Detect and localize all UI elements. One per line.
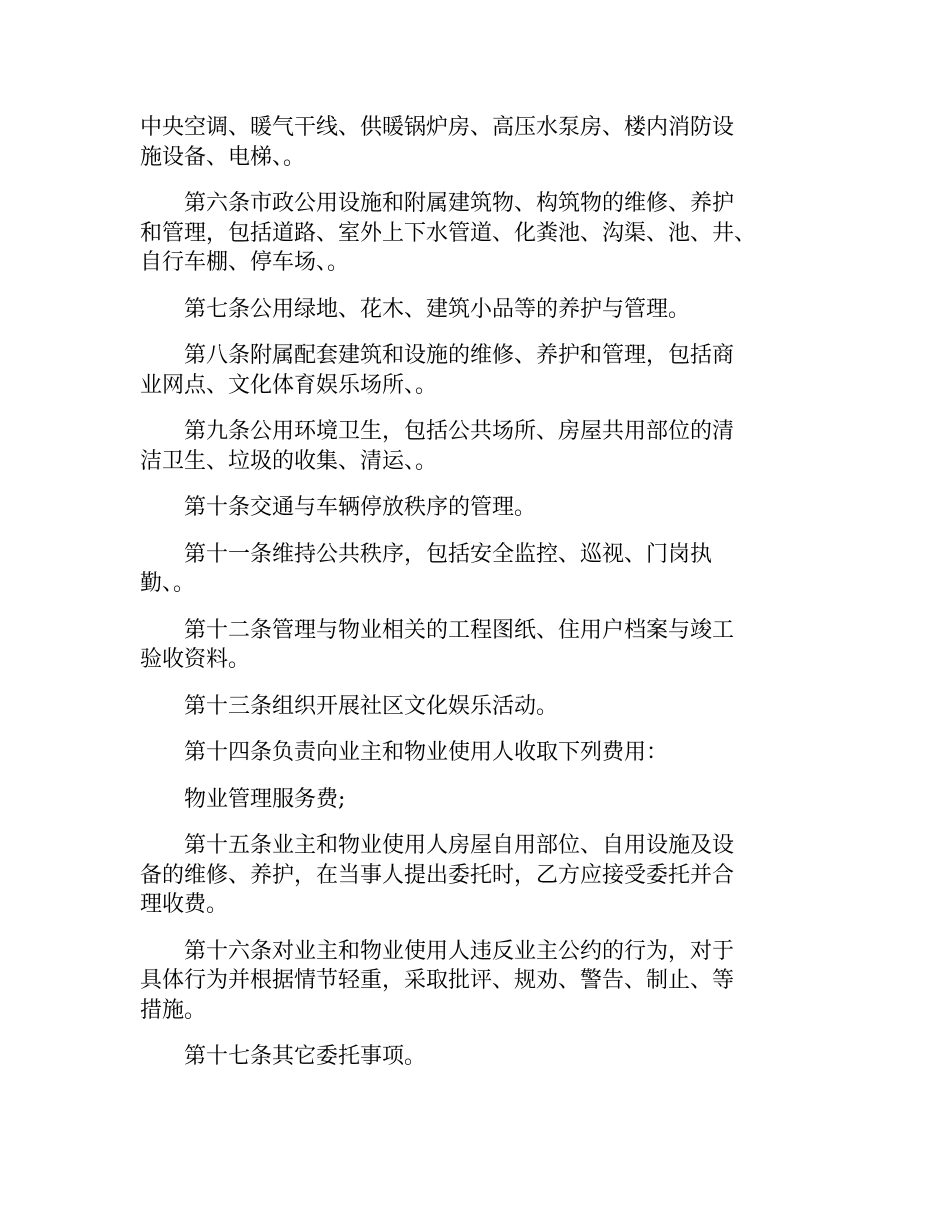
- text-line: 第十六条对业主和物业使用人违反业主公约的行为，对于: [184, 938, 735, 964]
- paragraph: [140, 417, 840, 476]
- text-line: 自行车棚、停车场、。: [140, 250, 350, 275]
- paragraph: [140, 295, 840, 325]
- text-line: 第十二条管理与物业相关的工程图纸、住用户档案与竣工: [184, 617, 735, 643]
- text-line: 第九条公用环境卫生，包括公共场所、房屋共用部位的清: [184, 419, 735, 444]
- text-line: 和管理，包括道路、室外上下水管道、化粪池、沟渠、池、井、: [140, 220, 757, 246]
- text-line: 备的维修、养护，在当事人提出委托时，乙方应接受委托并合: [140, 862, 735, 888]
- text-line: 第十五条业主和物业使用人房屋自用部位、自用设施及设: [184, 833, 735, 858]
- document-page: [140, 113, 840, 1089]
- paragraph: [140, 785, 840, 815]
- paragraph: [140, 692, 840, 722]
- text-line: 措施。: [140, 997, 207, 1023]
- text-line: 物业管理服务费;: [184, 786, 346, 812]
- paragraph: [140, 341, 840, 400]
- paragraph: [140, 540, 840, 599]
- text-line: 施设备、电梯、。: [140, 144, 306, 170]
- paragraph: [140, 831, 840, 920]
- text-line: 理收费。: [140, 892, 229, 917]
- text-line: 第十一条维持公共秩序，包括安全监控、巡视、门岗执: [184, 541, 713, 567]
- text-line: 第十三条组织开展社区文化娱乐活动。: [184, 693, 559, 719]
- text-line: 具体行为并根据情节轻重，采取批评、规劝、警告、制止、等: [140, 968, 735, 993]
- text-line: 业网点、文化体育娱乐场所、。: [140, 372, 438, 398]
- text-line: 第七条公用绿地、花木、建筑小品等的养护与管理。: [184, 296, 691, 322]
- paragraph: [140, 738, 840, 768]
- text-line: 第十条交通与车辆停放秩序的管理。: [184, 495, 537, 520]
- paragraph: [140, 1042, 840, 1072]
- text-line: 第十四条负责向业主和物业使用人收取下列费用：: [184, 740, 669, 765]
- text-line: 中央空调、暖气干线、供暖锅炉房、高压水泵房、楼内消防设: [140, 115, 735, 140]
- text-line: 洁卫生、垃圾的收集、清运、。: [140, 448, 438, 474]
- text-line: 第十七条其它委托事项。: [184, 1044, 427, 1069]
- paragraph: [140, 616, 840, 675]
- paragraph: [140, 189, 840, 278]
- text-line: 勤、。: [140, 571, 196, 596]
- paragraph: [140, 493, 840, 523]
- paragraph: [140, 937, 840, 1026]
- text-line: 验收资料。: [140, 647, 251, 672]
- text-line: 第八条附属配套建筑和设施的维修、养护和管理，包括商: [184, 343, 735, 368]
- text-line: 第六条市政公用设施和附属建筑物、构筑物的维修、养护: [184, 191, 735, 216]
- paragraph: [140, 113, 840, 172]
